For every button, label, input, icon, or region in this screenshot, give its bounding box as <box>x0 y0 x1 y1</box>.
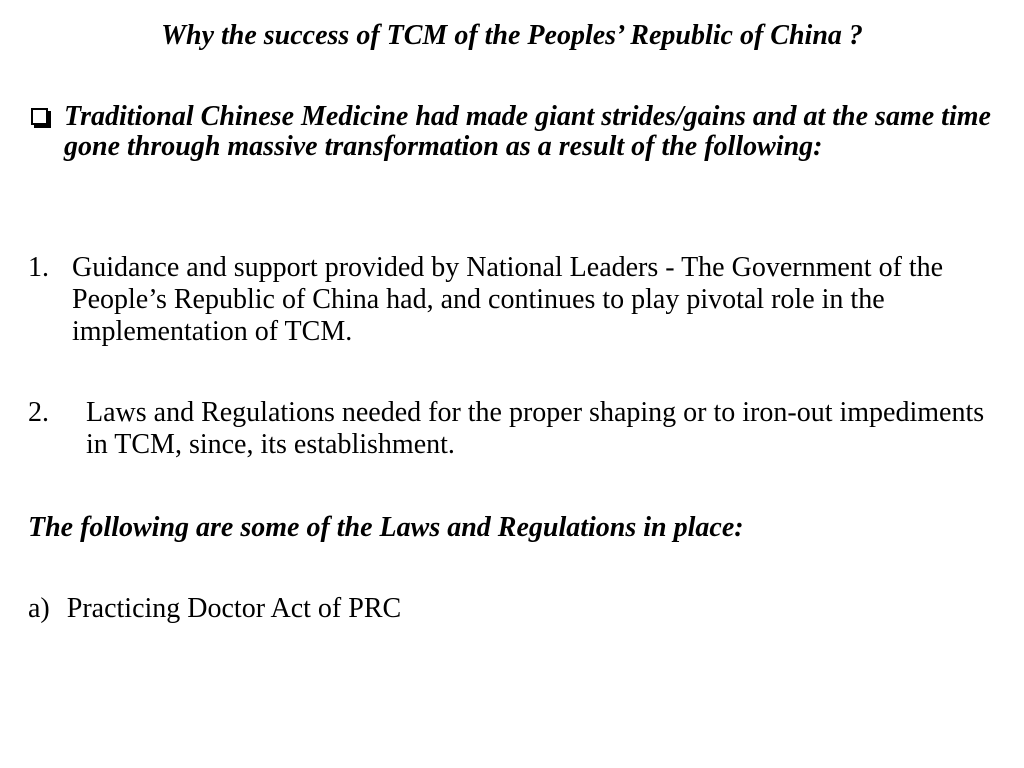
slide-title: Why the success of TCM of the Peoples’ Republic of China ? <box>161 20 863 51</box>
list-item-label: a) <box>28 593 50 624</box>
bullet-point <box>28 102 1008 162</box>
numbered-item-label: 1. <box>28 252 49 283</box>
numbered-item-2 <box>28 397 1008 461</box>
numbered-item-text: Guidance and support provided by National Leaders - The Government of the People’s Republic of China had, and continues to play pivotal role in the implementation of TCM. <box>72 252 944 347</box>
laws-intro-heading: The following are some of the Laws and Regulations in place: <box>28 512 744 543</box>
list-item-text: Practicing Doctor Act of PRC <box>66 593 402 624</box>
bullet-text: Traditional Chinese Medicine had made giant strides/gains and at the same time gone through massive transformation as a result of the following: <box>64 101 991 162</box>
numbered-item-label: 2. <box>28 397 49 428</box>
numbered-item-1 <box>28 252 1008 348</box>
list-item <box>28 593 401 625</box>
square-bullet-icon <box>31 108 48 125</box>
numbered-item-text: Laws and Regulations needed for the proper shaping or to iron-out impediments in TCM, since, its establishment. <box>86 397 985 460</box>
